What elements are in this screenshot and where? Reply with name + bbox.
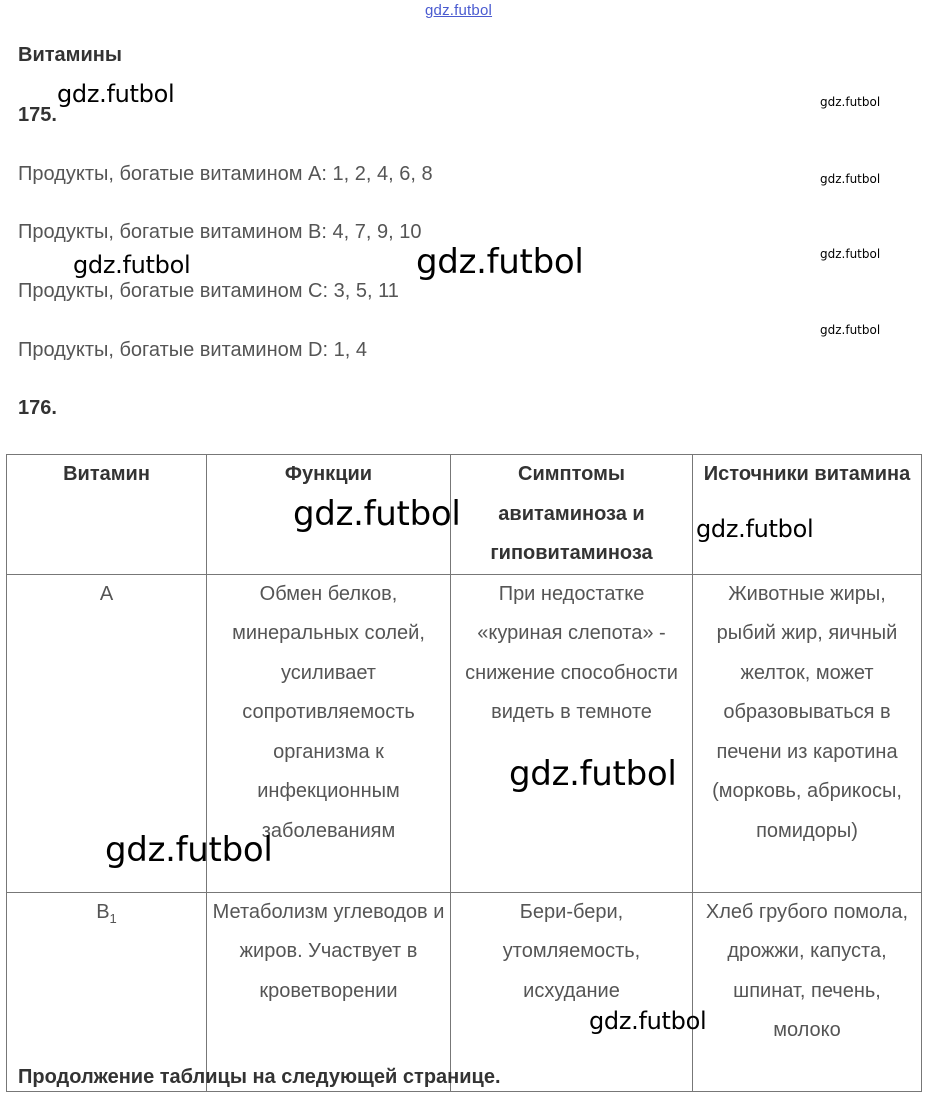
header-functions: Функции	[207, 455, 451, 575]
watermark: gdz.futbol	[293, 494, 461, 534]
header-sources: Источники витамина	[693, 455, 922, 575]
watermark: gdz.futbol	[73, 251, 191, 279]
vitamin-d-products: Продукты, богатые витамином D: 1, 4	[18, 339, 367, 361]
watermark: gdz.futbol	[589, 1007, 707, 1035]
watermark: gdz.futbol	[696, 515, 814, 543]
cell-functions: Обмен белков, минеральных солей, усиливает сопротивляемость организма к инфекционным заболеваниям	[207, 574, 451, 892]
cell-functions: Метаболизм углеводов и жиров. Участвует в кроветворении	[207, 892, 451, 1091]
task-175-number: 175.	[18, 104, 57, 126]
vitamin-a-products: Продукты, богатые витамином A: 1, 2, 4, 6, 8	[18, 163, 433, 185]
cell-vitamin	[7, 892, 207, 1091]
watermark: gdz.futbol	[820, 247, 881, 261]
vitamin-subscript: 1	[109, 910, 117, 926]
vitamin-name: А	[99, 582, 114, 605]
task-176-number: 176.	[18, 397, 57, 419]
watermark: gdz.futbol	[820, 172, 881, 186]
top-watermark-link[interactable]: gdz.futbol	[425, 2, 493, 19]
cell-sources: Хлеб грубого помола, дрожжи, капуста, шпинат, печень, молоко	[693, 892, 922, 1091]
continuation-note: Продолжение таблицы на следующей странице.	[18, 1066, 501, 1088]
header-symptoms: Симптомы авитаминоза и гиповитаминоза	[451, 455, 693, 575]
vitamins-table	[6, 454, 922, 1092]
watermark: gdz.futbol	[105, 830, 273, 870]
header-vitamin: Витамин	[7, 455, 207, 575]
watermark: gdz.futbol	[820, 95, 881, 109]
section-title: Витамины	[18, 44, 122, 66]
watermark: gdz.futbol	[820, 323, 881, 337]
table-row	[7, 892, 922, 1091]
vitamin-b-products: Продукты, богатые витамином B: 4, 7, 9, 10	[18, 221, 422, 243]
vitamin-c-products: Продукты, богатые витамином C: 3, 5, 11	[18, 280, 399, 302]
watermark: gdz.futbol	[509, 754, 677, 794]
watermark: gdz.futbol	[57, 80, 175, 108]
vitamin-name: B	[96, 900, 110, 923]
cell-sources: Животные жиры, рыбий жир, яичный желток, может образовываться в печени из каротина (морковь, абрикосы, помидоры)	[693, 574, 922, 892]
cell-symptoms: При недостатке «куриная слепота» - снижение способности видеть в темноте	[451, 574, 693, 892]
cell-symptoms: Бери-бери, утомляемость, исхудание	[451, 892, 693, 1091]
watermark: gdz.futbol	[416, 242, 584, 282]
